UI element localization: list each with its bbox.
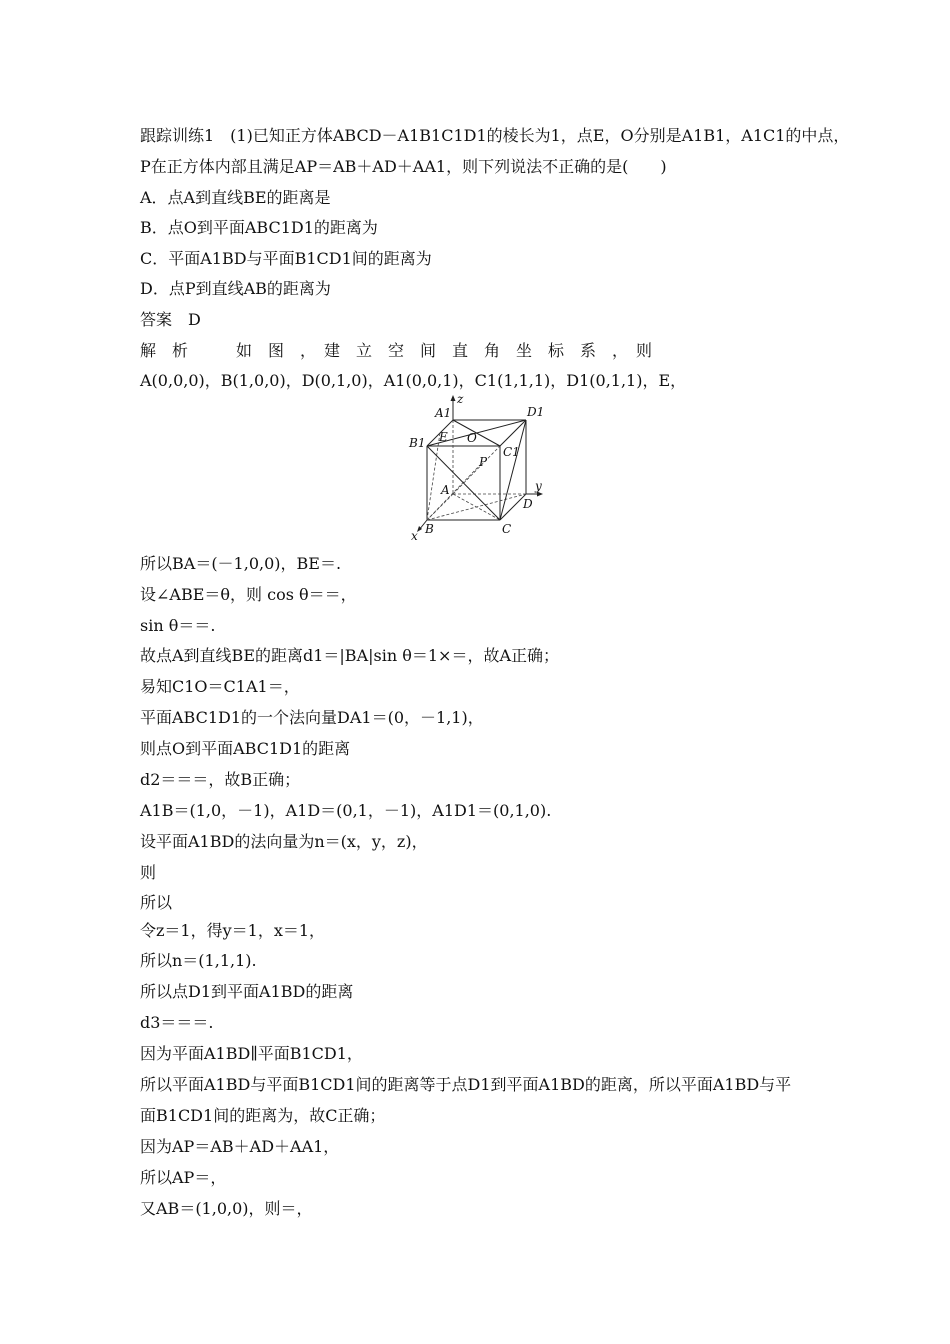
solution-line-24: 所以点D1到平面A1BD的距离 [140,982,354,1001]
label-c1: C1 [503,445,520,459]
label-d: D [523,497,533,511]
solution-line-31: 又AB＝(1,0,0)，则＝， [140,1199,313,1218]
label-a: A [441,483,450,497]
solution-line-10: 所以BA＝(－1,0,0)，BE＝. [140,554,342,573]
solution-line-14: 易知C1O＝C1A1＝， [140,677,300,696]
solution-line-30: 所以AP＝， [140,1168,227,1187]
solution-line-11: 设∠ABE＝θ，则 cos θ＝＝， [140,585,357,604]
label-b1: B1 [409,436,426,450]
solution-line-12: sin θ＝＝. [140,616,216,635]
label-x: x [411,529,418,540]
solution-line-19: 设平面A1BD的法向量为n＝(x，y，z)， [140,832,428,851]
solution-line-15: 平面ABC1D1的一个法向量DA1＝(0，－1,1)， [140,708,484,727]
solution-line-29: 因为AP＝AB＋AD＋AA1， [140,1137,340,1156]
option-b: B．点O到平面ABC1D1的距离为 [140,218,378,237]
exercise-line-2: P在正方体内部且满足AP＝AB＋AD＋AA1，则下列说法不正确的是( ) [140,157,667,176]
solution-line-18: A1B＝(1,0，－1)，A1D＝(0,1，－1)，A1D1＝(0,1,0). [140,801,552,820]
coordinates-line: A(0,0,0)，B(1,0,0)，D(0,1,0)，A1(0,0,1)，C1(1,1,1)，D1(0,1,1)，E， [140,371,687,390]
analysis-heading: 解 析 如 图 ， 建 立 空 间 直 角 坐 标 系 ， 则 [140,341,653,360]
solution-line-21: 所以 [140,893,173,912]
label-e: E [439,430,448,444]
solution-line-26: 因为平面A1BD∥平面B1CD1， [140,1044,363,1063]
solution-line-22: 令z＝1，得y＝1，x＝1， [140,921,326,940]
label-z: z [457,392,464,406]
label-y: y [535,479,542,493]
cube-figure [405,390,555,540]
solution-line-13: 故点A到直线BE的距离d1＝|BA|sin θ＝1×＝，故A正确； [140,646,560,665]
cube-diagram [405,390,555,540]
label-d1: D1 [527,405,545,419]
option-c: C．平面A1BD与平面B1CD1间的距离为 [140,249,432,268]
solution-line-20: 则 [140,863,157,882]
option-d: D．点P到直线AB的距离为 [140,279,331,298]
solution-line-23: 所以n＝(1,1,1). [140,951,257,970]
exercise-line-1: 跟踪训练1 (1)已知正方体ABCD－A1B1C1D1的棱长为1，点E，O分别是A1B1，A1C1的中点， [140,126,850,145]
label-b: B [425,522,434,536]
label-a1: A1 [435,406,452,420]
solution-line-25: d3＝＝＝. [140,1013,214,1032]
label-c: C [502,522,512,536]
solution-line-17: d2＝＝＝，故B正确； [140,770,301,789]
answer-line: 答案 D [140,310,201,329]
label-p: P [479,455,488,469]
label-o: O [467,431,477,445]
option-a: A．点A到直线BE的距离是 [140,188,331,207]
solution-line-27: 所以平面A1BD与平面B1CD1间的距离等于点D1到平面A1BD的距离，所以平面A1BD与平 [140,1075,792,1094]
solution-line-28: 面B1CD1间的距离为，故C正确； [140,1106,386,1125]
solution-line-16: 则点O到平面ABC1D1的距离 [140,739,351,758]
